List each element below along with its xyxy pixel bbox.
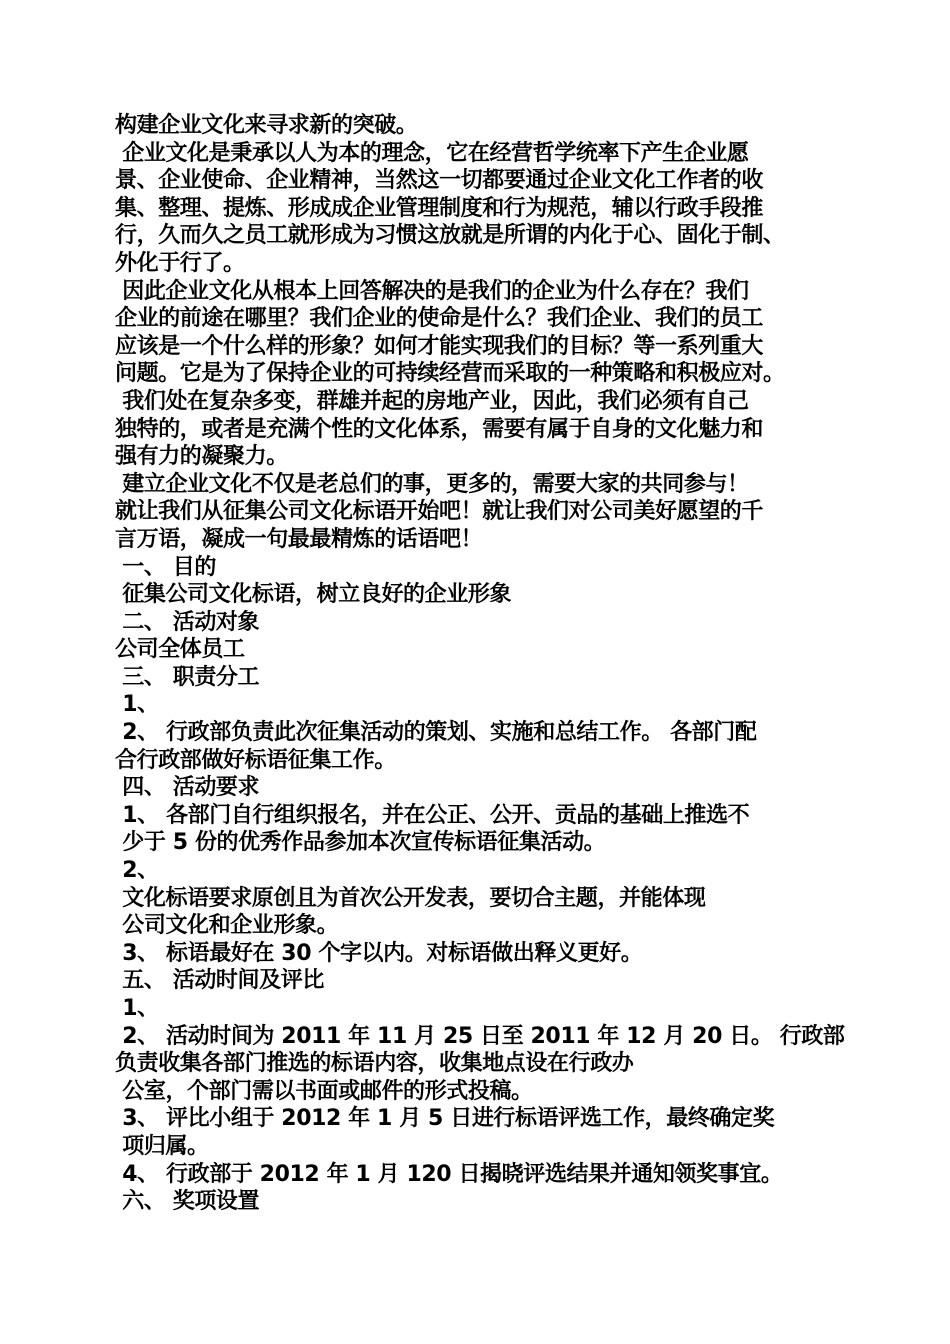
text-line: 少于 5 份的优秀作品参加本次宣传标语征集活动。 — [115, 830, 606, 856]
text-line: 就让我们从征集公司文化标语开始吧！就让我们对公司美好愿望的千 — [115, 499, 764, 525]
text-line: 2、 活动时间为 2011 年 11 月 25 日至 2011 年 12 月 20 日。 行政部 — [115, 1023, 845, 1049]
text-line: 我们处在复杂多变，群雄并起的房地产业，因此，我们必须有自己 — [115, 388, 749, 414]
text-line: 企业文化是秉承以人为本的理念，它在经营哲学统率下产生企业愿 — [115, 140, 749, 166]
text-line: 1、 — [115, 996, 159, 1021]
text-line: 问题。它是为了保持企业的可持续经营而采取的一种策略和积极应对。 — [115, 361, 785, 387]
text-line: 项归属。 — [115, 1133, 209, 1159]
text-line: 因此企业文化从根本上回答解决的是我们的企业为什么存在？我们 — [115, 278, 749, 304]
text-line: 2、 行政部负责此次征集活动的策划、实施和总结工作。 各部门配 — [115, 720, 757, 746]
text-line: 公室，个部门需以书面或邮件的形式投稿。 — [115, 1078, 533, 1104]
text-line: 征集公司文化标语，树立良好的企业形象 — [115, 582, 512, 608]
text-line: 四、 活动要求 — [115, 775, 260, 801]
text-line: 负责收集各部门推选的标语内容，收集地点设在行政办 — [115, 1051, 634, 1077]
text-line: 构建企业文化来寻求新的突破。 — [115, 113, 418, 138]
text-line: 强有力的凝聚力。 — [115, 444, 288, 470]
text-line: 六、 奖项设置 — [115, 1189, 260, 1215]
text-line: 外化于行了。 — [115, 250, 245, 276]
text-line: 景、企业使命、企业精神，当然这一切都要通过企业文化工作者的收 — [115, 168, 764, 194]
text-line: 公司文化和企业形象。 — [115, 913, 339, 939]
text-line: 言万语，凝成一句最最精炼的话语吧！ — [115, 526, 483, 552]
text-line: 五、 活动时间及评比 — [115, 968, 324, 994]
text-line: 三、 职责分工 — [115, 664, 260, 690]
text-line: 1、 各部门自行组织报名，并在公正、公开、贡品的基础上推选不 — [115, 802, 750, 828]
text-line: 3、 评比小组于 2012 年 1 月 5 日进行标语评选工作，最终确定奖 — [115, 1106, 775, 1132]
text-line: 文化标语要求原创且为首次公开发表，要切合主题，并能体现 — [115, 885, 706, 911]
document-body — [115, 112, 855, 1216]
text-line: 3、 标语最好在 30 个字以内。对标语做出释义更好。 — [115, 940, 643, 966]
text-line: 独特的，或者是充满个性的文化体系，需要有属于自身的文化魅力和 — [115, 416, 764, 442]
text-line: 合行政部做好标语征集工作。 — [115, 747, 396, 773]
text-line: 1、 — [115, 692, 159, 718]
text-line: 公司全体员工 — [115, 637, 245, 663]
text-line: 应该是一个什么样的形象？如何才能实现我们的目标？等一系列重大 — [115, 333, 764, 359]
text-line: 集、整理、提炼、形成成企业管理制度和行为规范，辅以行政手段推 — [115, 195, 764, 221]
text-line: 建立企业文化不仅是老总们的事，更多的，需要大家的共同参与！ — [115, 471, 749, 497]
text-line: 二、 活动对象 — [115, 609, 260, 635]
text-line: 一、 目的 — [115, 554, 216, 580]
text-line: 企业的前途在哪里？我们企业的使命是什么？我们企业、我们的员工 — [115, 306, 764, 332]
text-line: 2、 — [115, 858, 159, 884]
text-line: 行，久而久之员工就形成为习惯这放就是所谓的内化于心、固化于制、 — [115, 223, 785, 249]
text-line: 4、 行政部于 2012 年 1 月 120 日揭晓评选结果并通知领奖事宜。 — [115, 1161, 783, 1187]
